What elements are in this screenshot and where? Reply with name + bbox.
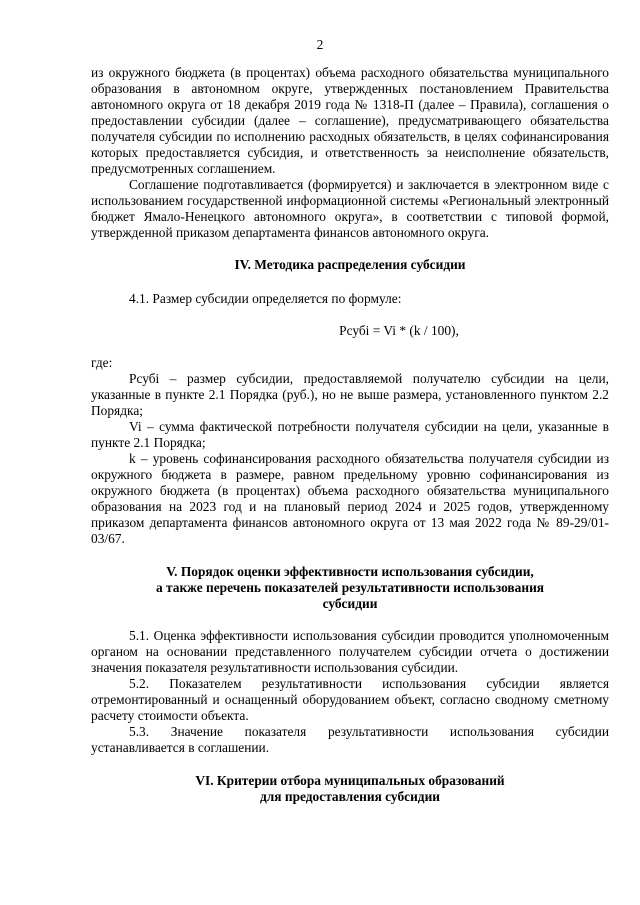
paragraph: 4.1. Размер субсидии определяется по формуле: — [129, 291, 402, 306]
formula: Рсубi = Vi * (k / 100), — [339, 323, 459, 338]
paragraph: Соглашение подготавливается (формируется) и заключается в электронном виде с использованием государственной информационной системы «Региональный электронный бюджет Ямало-Ненецкого автономного округа», в соответствии с типовой формой, утвержденной приказом департамента финансов автономного округа. — [91, 177, 609, 240]
definition: Vi – сумма фактической потребности получателя субсидии на цели, указанные в пункте 2.1 Порядка; — [91, 419, 609, 450]
paragraph: где: — [91, 355, 113, 370]
heading-line: V. Порядок оценки эффективности использования субсидии, — [166, 564, 534, 579]
paragraph: 5.2. Показателем результативности использования субсидии является отремонтированный и оснащенный оборудованием объект, согласно сводному сметному расчету стоимости объекта. — [91, 676, 609, 723]
paragraph: из окружного бюджета (в процентах) объема расходного обязательства муниципального образования в автономном округе, утвержденных постановлением Правительства автономного округа от 18 декабря 2019 года № 1318-П (далее – Правила), соглашения о предоставлении субсидии (далее – соглашение), предусматривающего обязательства получателя субсидии по исполнению расходных обязательств, в целях софинансирования которых предоставляется субсидия, и ответственность за неисполнение обязательств, предусмотренных соглашением. — [91, 65, 609, 176]
page-number: 2 — [316, 37, 324, 52]
heading-line: субсидии — [322, 596, 378, 611]
document-body — [91, 65, 609, 805]
paragraph: 5.3. Значение показателя результативности использования субсидии устанавливается в соглашении. — [91, 724, 609, 755]
section-heading: IV. Методика распределения субсидии — [234, 257, 466, 272]
heading-line: для предоставления субсидии — [259, 789, 441, 804]
section-heading — [91, 564, 609, 612]
section-heading — [91, 773, 609, 805]
definition: k – уровень софинансирования расходного обязательства получателя субсидии из окружного бюджета в размере, равном предельному уровню софинансирования из окружного бюджета (в процентах) объема расходного обязательства муниципального образования на 2023 год и на плановый период 2024 и 2025 годов, утвержденному приказом департамента финансов автономного округа от 13 мая 2022 года № 89-29/01-03/67. — [91, 451, 609, 546]
heading-line: VI. Критерии отбора муниципальных образований — [195, 773, 505, 788]
heading-line: а также перечень показателей результативности использования — [155, 580, 545, 595]
paragraph: 5.1. Оценка эффективности использования субсидии проводится уполномоченным органом на основании представленного получателем субсидии отчета о достижении значения показателя результативности использования субсидии. — [91, 628, 609, 675]
definition: Рсубi – размер субсидии, предоставляемой получателю субсидии на цели, указанные в пункте 2.1 Порядка (руб.), но не выше размера, установленного пунктом 2.2 Порядка; — [91, 371, 609, 418]
